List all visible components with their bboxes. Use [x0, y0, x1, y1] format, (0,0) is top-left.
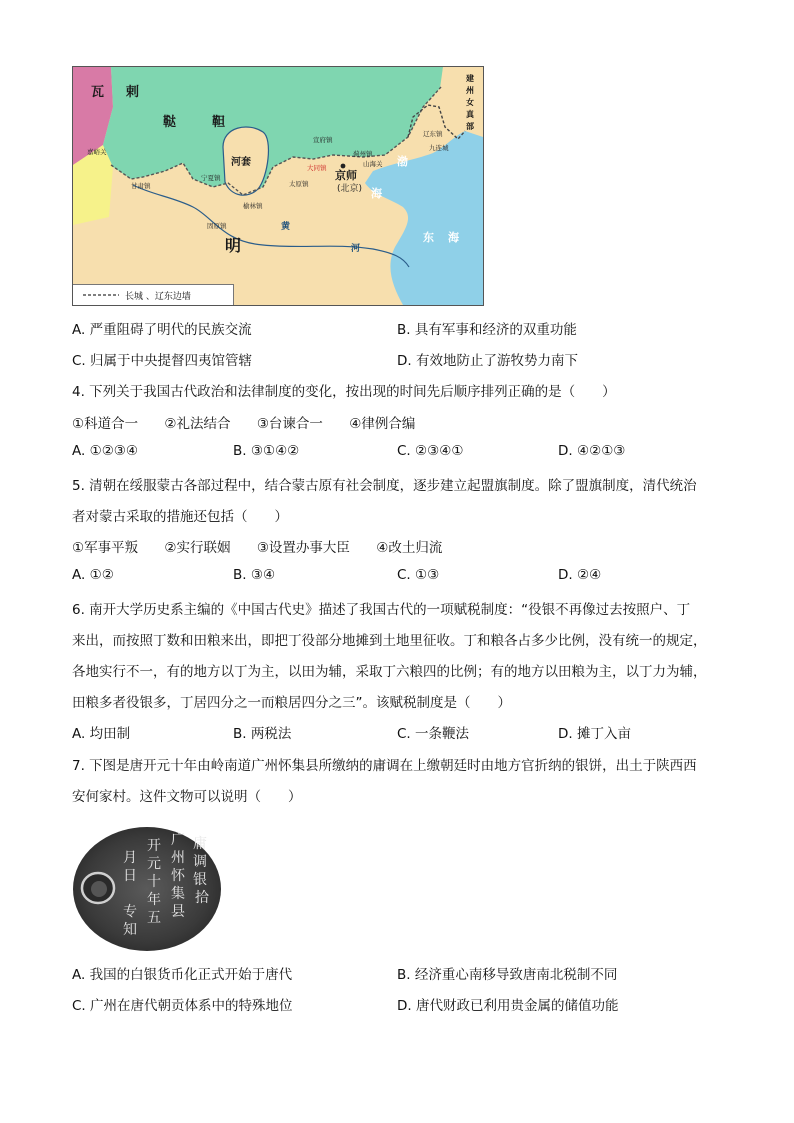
map-region-hetao: 河套: [231, 157, 251, 168]
map-place-beijing: (北京): [337, 184, 363, 194]
q3-option-d[interactable]: D. 有效地防止了游牧势力南下: [397, 353, 578, 369]
map-place-taiyuan: 太原镇: [289, 180, 309, 188]
map-region-dada: 鞑 靼: [163, 115, 226, 130]
map-place-xuanfu: 宣府镇: [313, 136, 333, 144]
map-region-wala: 瓦 剌: [91, 85, 140, 100]
q5-item-2: ②实行联姻: [164, 540, 231, 556]
q5-option-d[interactable]: D. ②④: [558, 567, 602, 583]
q7-option-d[interactable]: D. 唐代财政已利用贵金属的储值功能: [397, 998, 619, 1014]
map-sea-bo: 渤: [397, 155, 408, 168]
q5-stem-line2: 者对蒙古采取的措施还包括（ ）: [72, 509, 288, 525]
q7-option-a[interactable]: A. 我国的白银货币化正式开始于唐代: [72, 967, 293, 983]
q3-option-a[interactable]: A. 严重阻碍了明代的民族交流: [72, 322, 252, 338]
q6-stem-line2: 来出，而按照丁数和田粮来出，即把丁役部分地摊到土地里征收。丁和粮各占多少比例，没有统一的规定，: [72, 633, 707, 649]
q5-item-4: ④改土归流: [376, 540, 443, 556]
map-place-yulin: 榆林镇: [243, 202, 263, 210]
q6-stem-line1: 6. 南开大学历史系主编的《中国古代史》描述了我国古代的一项赋税制度：“役银不再像过去按照户、丁: [72, 602, 691, 618]
q4-items: [72, 412, 415, 432]
map-region-jianzhou: 建州女真部: [466, 74, 474, 131]
q4-option-c[interactable]: C. ②③④①: [397, 443, 464, 459]
map-sea-donghai: 东 海: [423, 231, 459, 244]
map-place-jizhou: 蓟州镇: [353, 150, 373, 158]
map-region-ming: 明: [225, 236, 242, 255]
silver-cake-rubbing-image: 庸 调 银 拾 广 州 怀 集 县 开 元 十 年 五 月 日 专 知: [72, 826, 222, 952]
map-river-huang: 黄: [281, 222, 291, 232]
q5-option-b[interactable]: B. ③④: [233, 567, 276, 583]
q5-option-c[interactable]: C. ①③: [397, 567, 440, 583]
map-place-jiayuguan: 嘉峪关: [87, 148, 107, 156]
q7-stem-line1: 7. 下图是唐开元十年由岭南道广州怀集县所缴纳的庸调在上缴朝廷时由地方官折纳的银饼，出土于陕西西: [72, 758, 697, 774]
map-river-he: 河: [351, 244, 361, 254]
map-legend: [73, 284, 234, 305]
q4-stem: 4. 下列关于我国古代政治和法律制度的变化，按出现的时间先后顺序排列正确的是（ ）: [72, 384, 616, 400]
q4-option-d[interactable]: D. ④②①③: [558, 443, 626, 459]
map-place-liaodong: 辽东镇: [423, 130, 443, 138]
q4-item-4: ④律例合编: [349, 416, 416, 432]
q7-option-c[interactable]: C. 广州在唐代朝贡体系中的特殊地位: [72, 998, 293, 1014]
q7-option-b[interactable]: B. 经济重心南移导致唐南北税制不同: [397, 967, 618, 983]
map-place-datong: 大同镇: [307, 164, 327, 172]
q4-item-2: ②礼法结合: [164, 416, 231, 432]
ming-great-wall-map: [72, 66, 484, 306]
map-place-ningxia: 宁夏镇: [201, 174, 221, 182]
map-place-ganzhou: 甘肃镇: [131, 182, 151, 190]
q5-option-a[interactable]: A. ①②: [72, 567, 114, 583]
q6-option-d[interactable]: D. 摊丁入亩: [558, 726, 631, 742]
q4-item-3: ③台谏合一: [256, 416, 323, 432]
q4-option-a[interactable]: A. ①②③④: [72, 443, 139, 459]
wall-legend-icon: [83, 290, 119, 300]
map-place-shanhai: 山海关: [363, 160, 383, 168]
q5-stem-line1: 5. 清朝在绥服蒙古各部过程中，结合蒙古原有社会制度，逐步建立起盟旗制度。除了盟旗制度，清代统治: [72, 478, 697, 494]
q6-option-a[interactable]: A. 均田制: [72, 726, 131, 742]
q5-item-3: ③设置办事大臣: [256, 540, 350, 556]
q5-items: [72, 536, 442, 556]
q4-item-1: ①科道合一: [72, 416, 139, 432]
map-place-jiuliancheng: 九连城: [429, 144, 449, 152]
q7-stem-line2: 安何家村。这件文物可以说明（ ）: [72, 789, 302, 805]
map-place-jingshi: 京师: [335, 169, 357, 182]
q6-stem-line4: 田粮多者役银多，丁居四分之一而粮居四分之三”。该赋税制度是（ ）: [72, 695, 511, 711]
q6-option-c[interactable]: C. 一条鞭法: [397, 726, 470, 742]
q6-stem-line3: 各地实行不一，有的地方以丁为主，以田为辅，采取丁六粮四的比例；有的地方以田粮为主，以丁力为辅，: [72, 664, 707, 680]
q3-option-b[interactable]: B. 具有军事和经济的双重功能: [397, 322, 577, 338]
map-place-guyuan: 固原镇: [207, 222, 227, 230]
q4-option-b[interactable]: B. ③①④②: [233, 443, 300, 459]
q5-item-1: ①军事平叛: [72, 540, 139, 556]
q3-option-c[interactable]: C. 归属于中央提督四夷馆管辖: [72, 353, 253, 369]
q6-option-b[interactable]: B. 两税法: [233, 726, 292, 742]
map-sea-hai: 海: [371, 187, 382, 200]
map-legend-text: 长城 、辽东边墙: [125, 291, 191, 302]
